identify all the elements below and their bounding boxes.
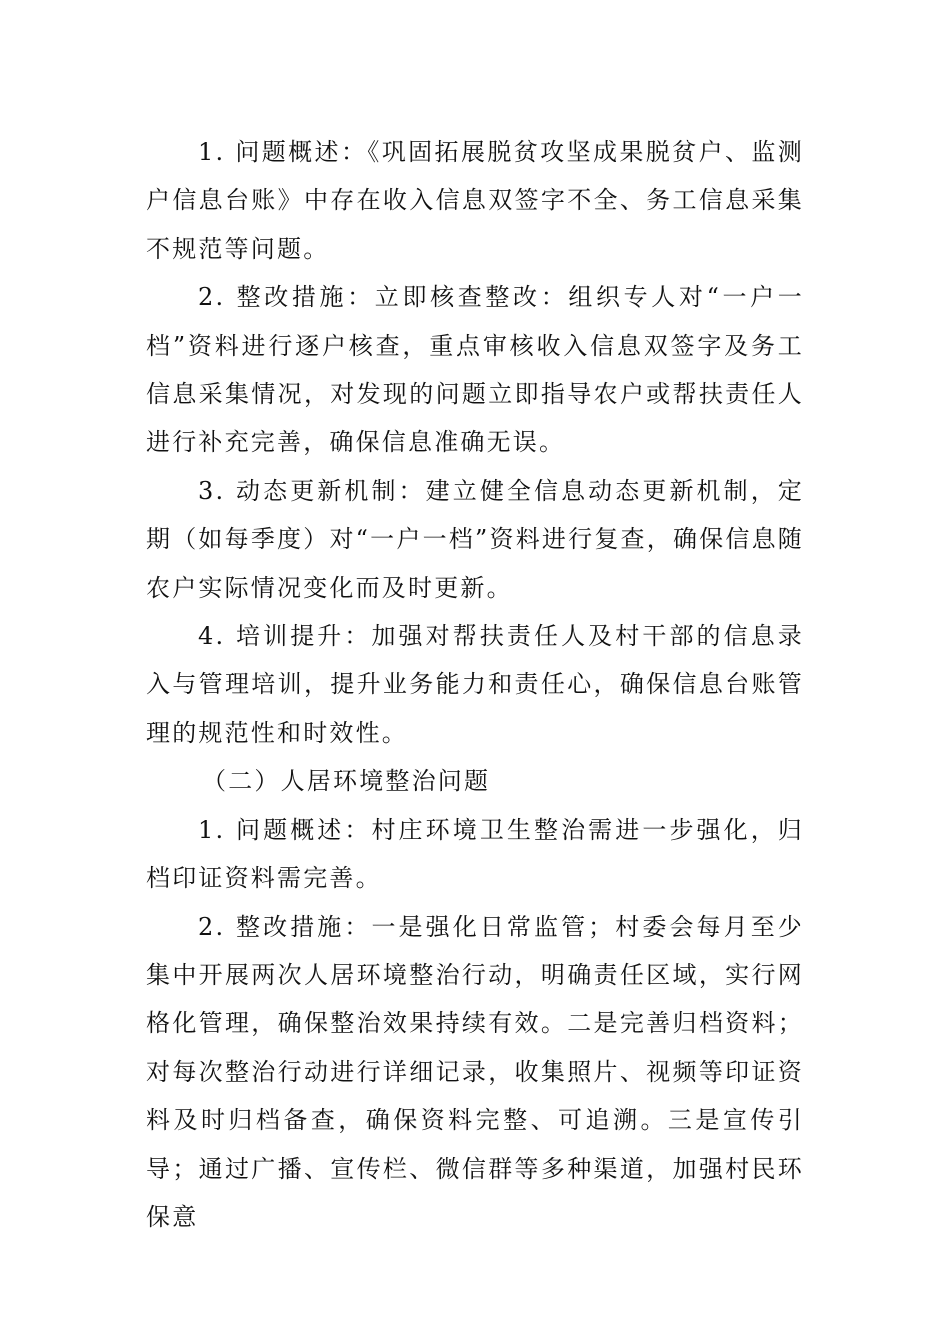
document-body xyxy=(146,128,804,1241)
paragraph-training-improvement: 4. 培训提升：加强对帮扶责任人及村干部的信息录入与管理培训，提升业务能力和责任心，确保信息台账管理的规范性和时效性。 xyxy=(146,622,804,747)
paragraph-dynamic-update-mechanism: 3. 动态更新机制：建立健全信息动态更新机制，定期（如每季度）对“一户一档”资料进行复查，确保信息随农户实际情况变化而及时更新。 xyxy=(146,476,804,602)
paragraph-rectification-measures-ledger: 2. 整改措施：立即核查整改：组织专人对“一户一档”资料进行逐户核查，重点审核收入信息双签字及务工信息采集情况，对发现的问题立即指导农户或帮扶责任人进行补充完善，确保信息准确无误。 xyxy=(146,283,804,457)
paragraph-problem-overview-environment: 1. 问题概述：村庄环境卫生整治需进一步强化，归档印证资料需完善。 xyxy=(146,815,804,893)
paragraph-rectification-measures-environment: 2. 整改措施：一是强化日常监管；村委会每月至少集中开展两次人居环境整治行动，明确责任区域，实行网格化管理，确保整治效果持续有效。二是完善归档资料；对每次整治行动进行详细记录，收集照片、视频等印证资料及时归档备查，确保资料完整、可追溯。三是宣传引导；通过广播、宣传栏、微信群等多种渠道，加强村民环保意 xyxy=(146,912,804,1231)
section-heading-living-environment: （二）人居环境整治问题 xyxy=(202,767,491,796)
paragraph-problem-overview-ledger: 1. 问题概述：《巩固拓展脱贫攻坚成果脱贫户、监测户信息台账》中存在收入信息双签字不全、务工信息采集不规范等问题。 xyxy=(146,138,804,263)
